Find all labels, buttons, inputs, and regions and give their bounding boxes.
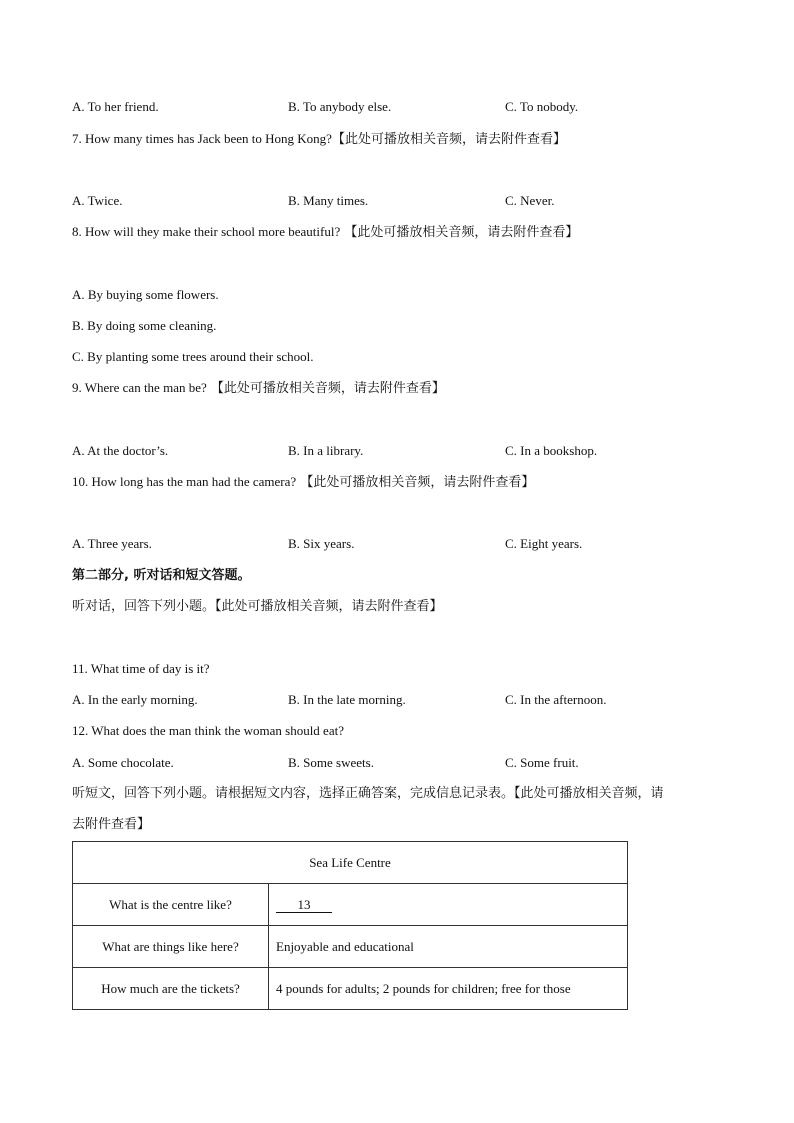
passage-instruction-line1[interactable]: 听短文，回答下列小题。请根据短文内容，选择正确答案，完成信息记录表。【此处可播放相关音频，请 [72, 786, 664, 801]
q10-option-c: C. Eight years. [505, 536, 583, 551]
q10-stem [72, 473, 534, 492]
q8-option-a: A. By buying some flowers. [72, 287, 219, 302]
q7-stem [72, 130, 566, 149]
q10-text: 10. How long has the man had the camera? [72, 474, 297, 489]
q11-stem: 11. What time of day is it? [72, 661, 210, 676]
part2-title: 第二部分, 听对话和短文答题。 [72, 568, 251, 583]
q10-option-a: A. Three years. [72, 536, 152, 551]
q10-audio-link[interactable]: 【此处可播放相关音频，请去附件查看】 [296, 475, 535, 490]
passage-instruction-line2: 去附件查看】 [72, 817, 151, 832]
q6-option-b: B. To anybody else. [288, 99, 392, 114]
q6-option-a: A. To her friend. [72, 99, 159, 114]
q11-option-b: B. In the late morning. [288, 692, 406, 707]
q12-stem: 12. What does the man think the woman should eat? [72, 723, 344, 738]
table-question-cell: What is the centre like? [73, 884, 269, 926]
q7-audio-link[interactable]: 【此处可播放相关音频，请去附件查看】 [331, 132, 566, 147]
table-row [73, 926, 628, 968]
table-answer-cell: Enjoyable and educational [269, 926, 628, 968]
q7-option-b: B. Many times. [288, 193, 369, 208]
q7-text: 7. How many times has Jack been to Hong Kong? [72, 131, 332, 146]
q10-option-b: B. Six years. [288, 536, 355, 551]
answer-blank-13[interactable]: 13 [276, 898, 332, 913]
table-row [73, 884, 628, 926]
q9-text: 9. Where can the man be? [72, 380, 207, 395]
table-row [73, 968, 628, 1010]
q9-option-b: B. In a library. [288, 443, 364, 458]
table-title: Sea Life Centre [73, 842, 628, 884]
q9-stem [72, 379, 445, 398]
table-header-row [73, 842, 628, 884]
q11-option-a: A. In the early morning. [72, 692, 198, 707]
q9-option-c: C. In a bookshop. [505, 443, 598, 458]
q8-option-b: B. By doing some cleaning. [72, 318, 217, 333]
info-record-table [72, 841, 628, 1010]
table-answer-cell: 4 pounds for adults; 2 pounds for children; free for those [269, 968, 628, 1010]
q6-option-c: C. To nobody. [505, 99, 579, 114]
table-question-cell: What are things like here? [73, 926, 269, 968]
q12-option-b: B. Some sweets. [288, 755, 374, 770]
q8-audio-link[interactable]: 【此处可播放相关音频，请去附件查看】 [340, 225, 579, 240]
q8-stem [72, 223, 578, 242]
q12-option-a: A. Some chocolate. [72, 755, 174, 770]
table-answer-cell [269, 884, 628, 926]
q11-option-c: C. In the afternoon. [505, 692, 607, 707]
q12-option-c: C. Some fruit. [505, 755, 579, 770]
q8-text: 8. How will they make their school more beautiful? [72, 224, 341, 239]
dialog-instruction[interactable]: 听对话，回答下列小题。【此处可播放相关音频，请去附件查看】 [72, 599, 443, 614]
q7-option-c: C. Never. [505, 193, 555, 208]
q8-option-c: C. By planting some trees around their school. [72, 349, 314, 364]
q7-option-a: A. Twice. [72, 193, 123, 208]
q9-option-a: A. At the doctor’s. [72, 443, 169, 458]
q9-audio-link[interactable]: 【此处可播放相关音频，请去附件查看】 [206, 381, 445, 396]
table-question-cell: How much are the tickets? [73, 968, 269, 1010]
